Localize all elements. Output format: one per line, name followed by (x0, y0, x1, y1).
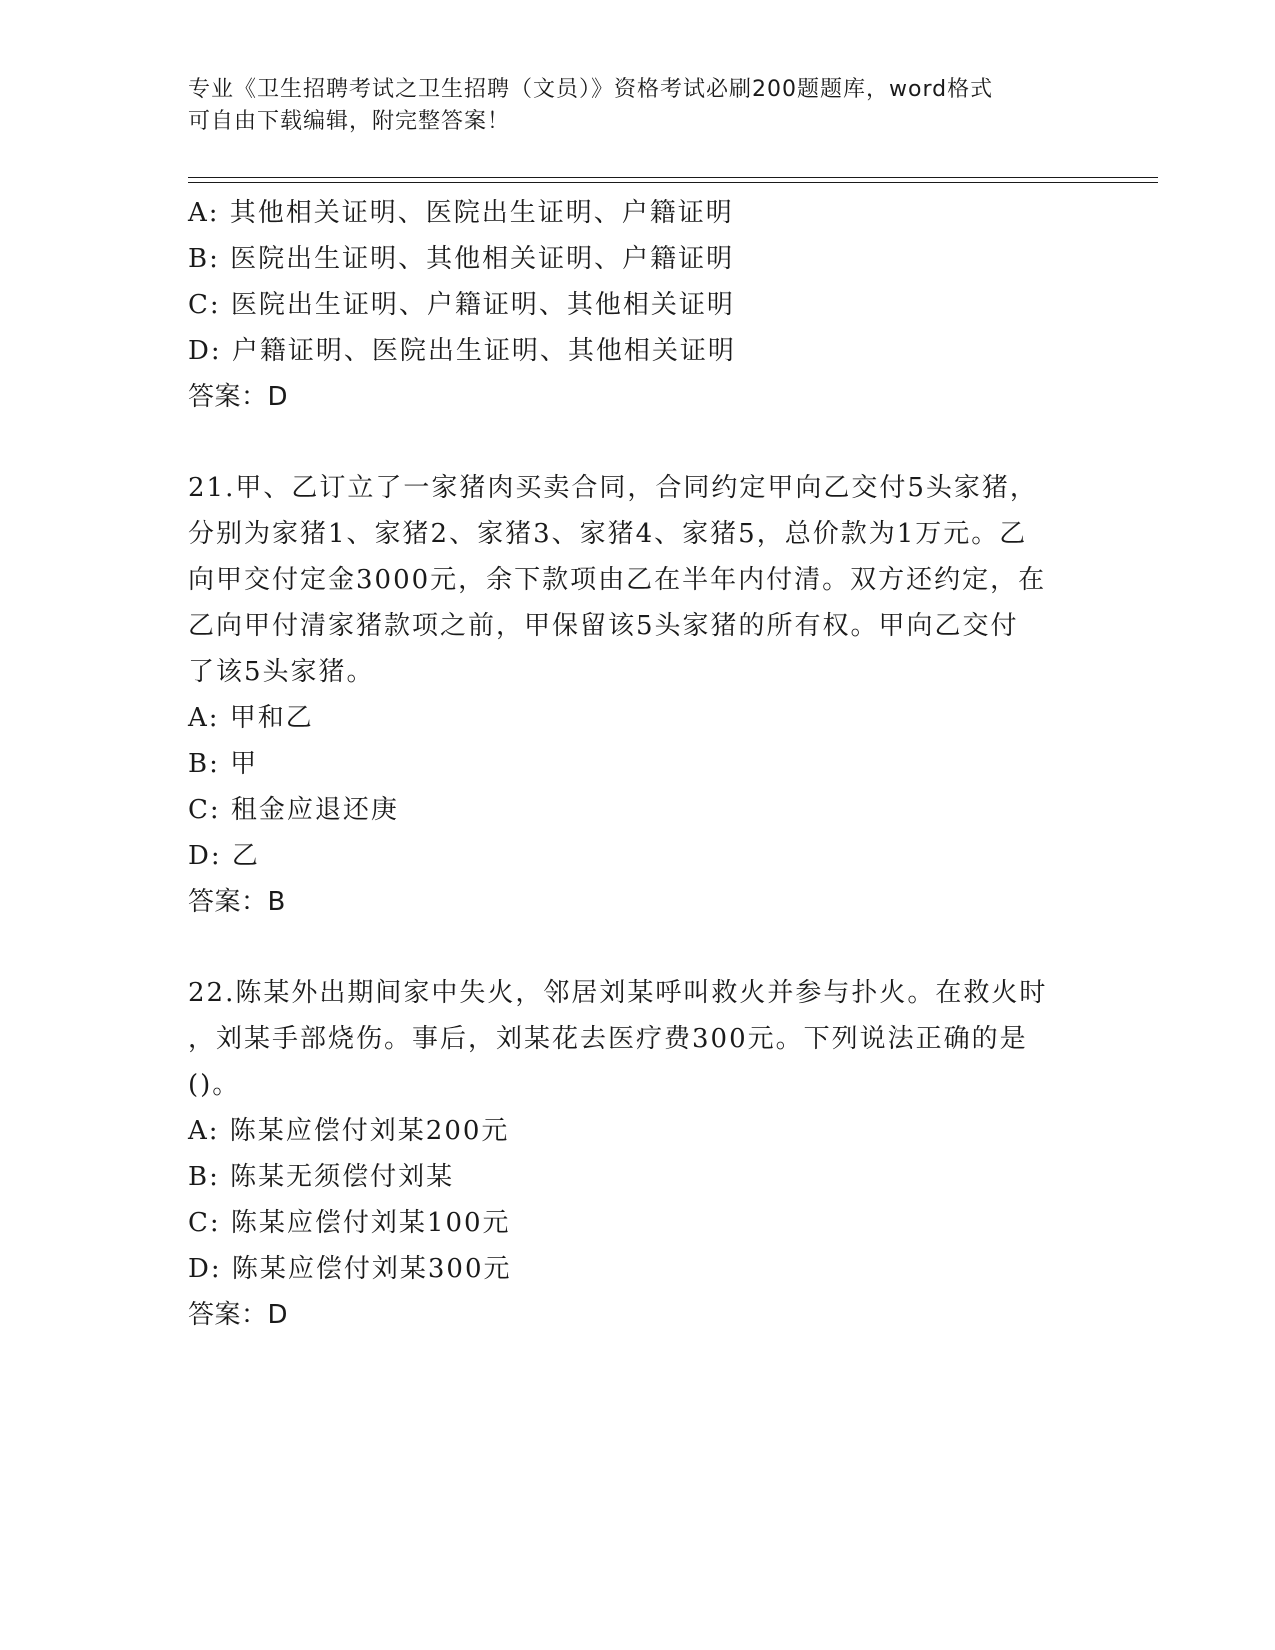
header-divider-top (188, 177, 1158, 178)
answer-line: 答案：D (188, 1300, 289, 1330)
option-a: A: 陈某应偿付刘某200元 (188, 1116, 510, 1146)
header-line-1: 专业《卫生招聘考试之卫生招聘（文员）》资格考试必刷200题题库，word格式 (188, 77, 994, 102)
question-stem-line: 向甲交付定金3000元，余下款项由乙在半年内付清。双方还约定，在 (188, 565, 1047, 595)
option-b: B: 陈某无须偿付刘某 (188, 1162, 455, 1192)
previous-question-block (188, 190, 1088, 420)
question-content (188, 190, 1088, 1338)
question-22-block (188, 970, 1088, 1338)
option-b: B: 医院出生证明、其他相关证明、户籍证明 (188, 244, 735, 274)
question-stem-line: 分别为家猪1、家猪2、家猪3、家猪4、家猪5，总价款为1万元。乙 (188, 519, 1028, 549)
answer-line: 答案：B (188, 887, 286, 917)
option-a: A: 甲和乙 (188, 703, 314, 733)
question-stem-line: 乙向甲付清家猪款项之前，甲保留该5头家猪的所有权。甲向乙交付 (188, 611, 1019, 641)
header-divider-bottom (188, 182, 1158, 183)
option-c: C: 租金应退还庚 (188, 795, 399, 825)
answer-line: 答案：D (188, 382, 289, 412)
option-d: D: 陈某应偿付刘某300元 (188, 1254, 512, 1284)
question-stem-line: 21.甲、乙订立了一家猪肉买卖合同，合同约定甲向乙交付5头家猪， (188, 473, 1038, 503)
question-stem-line: ()。 (188, 1070, 241, 1100)
question-21-block (188, 465, 1088, 925)
option-c: C: 陈某应偿付刘某100元 (188, 1208, 511, 1238)
option-d: D: 户籍证明、医院出生证明、其他相关证明 (188, 336, 736, 366)
question-stem-line: ，刘某手部烧伤。事后，刘某花去医疗费300元。下列说法正确的是 (188, 1024, 1028, 1054)
document-header (188, 74, 1088, 138)
header-line-2: 可自由下载编辑，附完整答案！ (188, 109, 511, 134)
question-stem-line: 22.陈某外出期间家中失火，邻居刘某呼叫救火并参与扑火。在救火时 (188, 978, 1048, 1008)
option-a: A: 其他相关证明、医院出生证明、户籍证明 (188, 198, 734, 228)
option-c: C: 医院出生证明、户籍证明、其他相关证明 (188, 290, 735, 320)
option-b: B: 甲 (188, 749, 259, 779)
question-stem-line: 了该5头家猪。 (188, 657, 375, 687)
option-d: D: 乙 (188, 841, 260, 871)
